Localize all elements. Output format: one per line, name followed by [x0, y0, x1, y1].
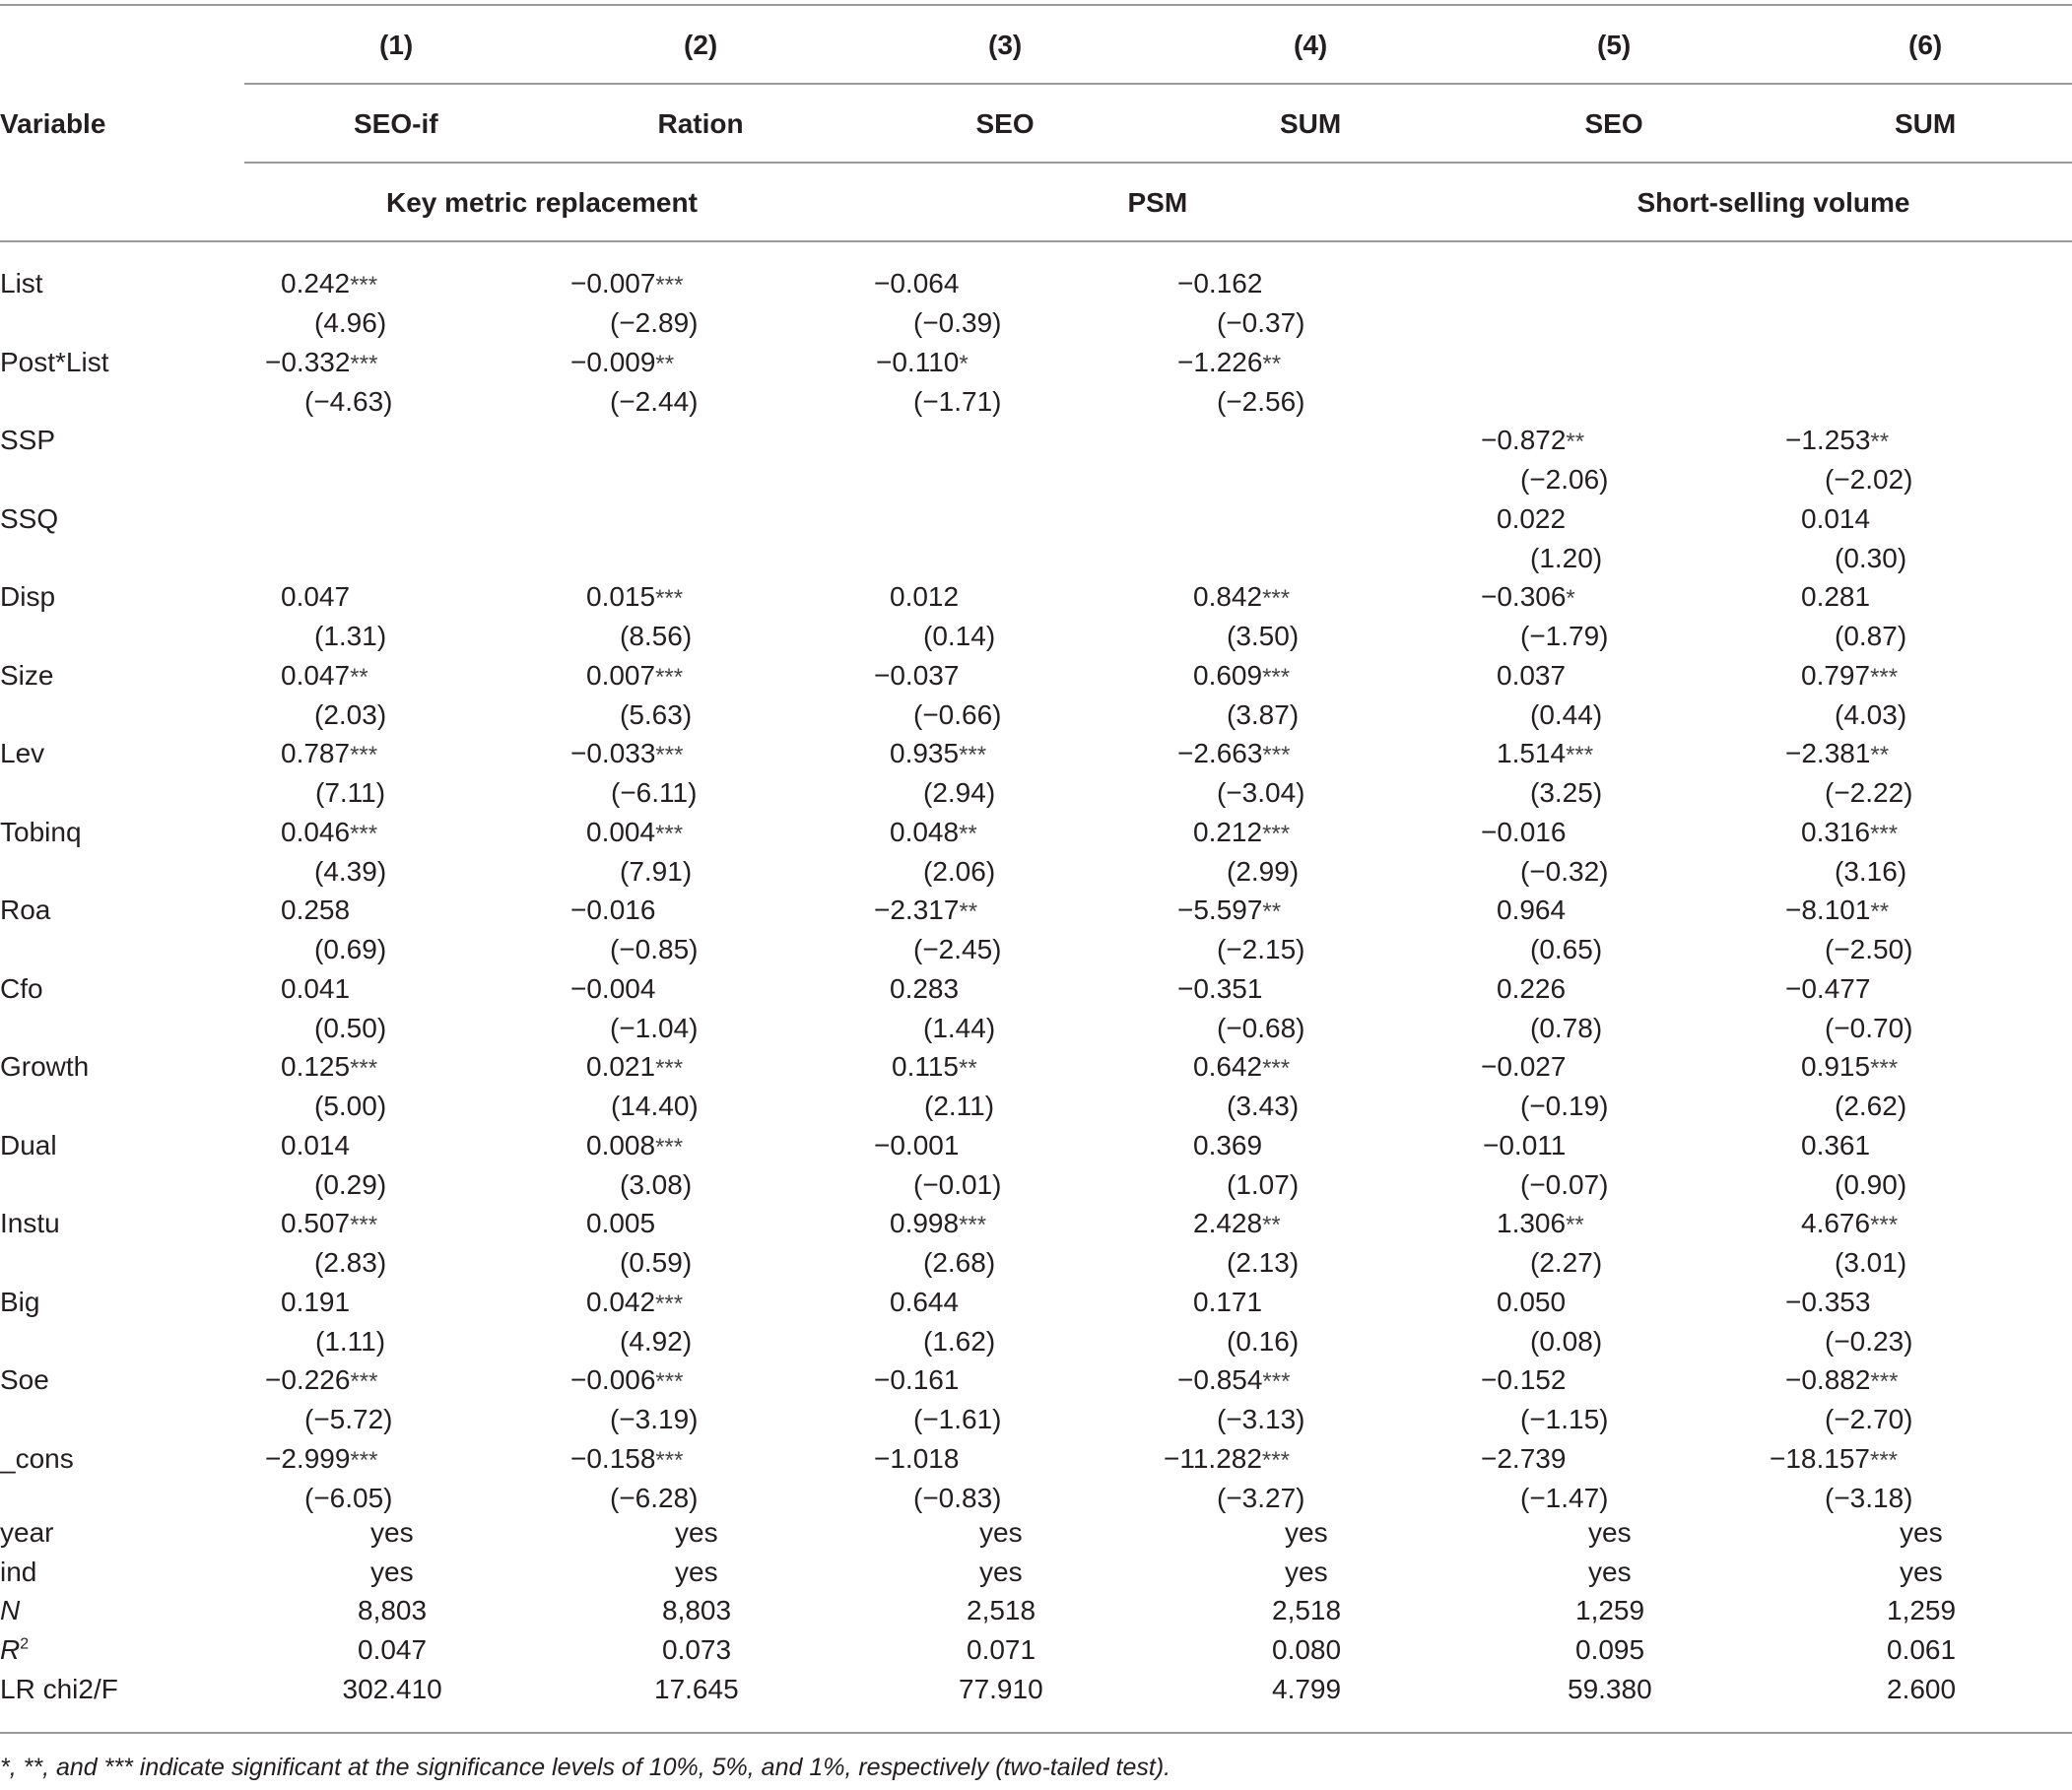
coefficient-cell: −1.253**: [1785, 425, 1890, 455]
coefficient-cell: −0.110*: [876, 346, 969, 377]
coefficient-cell: 0.642***: [1193, 1051, 1291, 1082]
t-statistic-cell: (4.39): [314, 855, 387, 887]
summary-cell: yes: [370, 1557, 414, 1587]
t-statistic-cell: (7.91): [620, 855, 693, 887]
coefficient-cell: 0.797***: [1801, 659, 1899, 691]
column-number: (6): [1908, 30, 1943, 60]
t-statistic-cell: (2.03): [314, 698, 387, 730]
t-statistic-cell: (3.16): [1835, 855, 1907, 887]
t-statistic-cell: (−4.63): [304, 385, 393, 417]
t-statistic-cell: (0.30): [1835, 542, 1907, 573]
t-statistic-cell: (−0.32): [1520, 855, 1609, 887]
t-statistic-cell: (2.27): [1530, 1247, 1603, 1278]
t-statistic-cell: (2.99): [1227, 855, 1300, 887]
t-statistic-cell: (−0.19): [1520, 1091, 1609, 1121]
t-statistic-cell: (−6.11): [611, 777, 698, 808]
column-number: (5): [1597, 30, 1632, 60]
row-label: Big: [0, 1286, 40, 1317]
row-label: Dual: [0, 1129, 57, 1160]
t-statistic-cell: (1.11): [315, 1325, 386, 1357]
dependent-variable: SUM: [1895, 108, 1957, 139]
t-statistic-cell: (1.31): [314, 621, 387, 651]
t-statistic-cell: (−1.79): [1520, 621, 1609, 651]
coefficient-cell: 0.012: [890, 581, 960, 612]
t-statistic-cell: (−3.19): [610, 1404, 699, 1434]
summary-cell: 4.799: [1272, 1674, 1342, 1704]
coefficient-cell: 0.283: [890, 972, 960, 1004]
coefficient-cell: 0.014: [1801, 502, 1871, 534]
t-statistic-cell: (−2.06): [1520, 464, 1609, 495]
summary-cell: yes: [370, 1517, 414, 1548]
coefficient-cell: 0.998***: [890, 1208, 987, 1238]
coefficient-cell: 0.226: [1497, 972, 1567, 1004]
coefficient-cell: −0.306*: [1481, 581, 1575, 612]
coefficient-cell: 0.015***: [586, 581, 684, 612]
coefficient-cell: 0.048**: [890, 816, 977, 847]
t-statistic-cell: (7.11): [315, 777, 386, 808]
summary-cell: 77.910: [959, 1674, 1043, 1704]
t-statistic-cell: (−3.04): [1217, 777, 1305, 808]
t-statistic-cell: (−2.22): [1825, 777, 1913, 808]
t-statistic-cell: (0.44): [1530, 698, 1603, 730]
coefficient-cell: 0.361: [1801, 1129, 1871, 1160]
column-number: (4): [1294, 30, 1328, 60]
table-footnote: *, **, and *** indicate significant at the significance levels of 10%, 5%, and 1%, respectively (two-tailed test).: [0, 1754, 1171, 1781]
summary-cell: yes: [675, 1557, 718, 1587]
coefficient-cell: −0.226***: [265, 1364, 378, 1395]
summary-cell: 17.645: [654, 1674, 739, 1704]
summary-cell: yes: [1285, 1557, 1328, 1587]
coefficient-cell: 0.964: [1497, 895, 1567, 925]
coefficient-cell: −0.016: [570, 895, 656, 925]
t-statistic-cell: (1.62): [923, 1325, 996, 1357]
row-label: Roa: [0, 895, 51, 925]
coefficient-cell: 0.212***: [1193, 816, 1291, 847]
t-statistic-cell: (2.06): [923, 855, 996, 887]
row-label: Post*List: [0, 346, 109, 377]
t-statistic-cell: (−0.83): [913, 1482, 1002, 1513]
t-statistic-cell: (−3.27): [1217, 1482, 1305, 1513]
dependent-variable: SEO-if: [354, 108, 438, 139]
summary-cell: 8,803: [662, 1595, 732, 1625]
column-group: Short-selling volume: [1637, 187, 1910, 218]
coefficient-cell: −18.157***: [1770, 1442, 1899, 1474]
t-statistic-cell: (−1.04): [610, 1012, 699, 1043]
coefficient-cell: −0.007***: [570, 268, 684, 298]
coefficient-cell: −0.016: [1481, 816, 1567, 847]
summary-cell: 0.071: [967, 1634, 1036, 1665]
t-statistic-cell: (−0.85): [610, 934, 699, 964]
coefficient-cell: 0.047**: [281, 659, 368, 691]
summary-cell: yes: [1285, 1517, 1328, 1548]
coefficient-cell: 0.047: [281, 581, 351, 612]
coefficient-cell: 4.676***: [1801, 1208, 1899, 1238]
coefficient-cell: −0.854***: [1177, 1364, 1291, 1395]
header-rule-3: [0, 240, 2072, 242]
coefficient-cell: 0.022: [1497, 502, 1567, 534]
coefficient-cell: 0.191: [281, 1286, 351, 1317]
summary-cell: 0.073: [662, 1634, 732, 1665]
t-statistic-cell: (−6.28): [610, 1482, 699, 1513]
row-label: LR chi2/F: [0, 1674, 118, 1704]
coefficient-cell: −8.101**: [1785, 895, 1890, 925]
t-statistic-cell: (1.07): [1227, 1168, 1300, 1200]
t-statistic-cell: (0.50): [314, 1012, 387, 1043]
t-statistic-cell: (3.50): [1227, 621, 1300, 651]
coefficient-cell: −2.317**: [874, 895, 978, 925]
t-statistic-cell: (−2.02): [1825, 464, 1913, 495]
column-number: (1): [379, 30, 414, 60]
coefficient-cell: −2.663***: [1177, 738, 1291, 768]
row-label: Tobinq: [0, 816, 82, 847]
t-statistic-cell: (4.92): [620, 1325, 693, 1357]
row-label: $R^2$: [0, 1634, 30, 1665]
t-statistic-cell: (0.78): [1530, 1012, 1603, 1043]
coefficient-cell: −0.332***: [265, 346, 378, 377]
t-statistic-cell: (−0.39): [913, 307, 1002, 338]
t-statistic-cell: (−2.44): [610, 385, 699, 417]
summary-cell: 2,518: [967, 1595, 1036, 1625]
summary-cell: 1,259: [1575, 1595, 1645, 1625]
column-group: Key metric replacement: [386, 187, 698, 218]
summary-cell: 302.410: [342, 1674, 442, 1704]
coefficient-cell: −0.158***: [570, 1442, 684, 1474]
summary-cell: 59.380: [1568, 1674, 1652, 1704]
summary-cell: yes: [1900, 1557, 1943, 1587]
coefficient-cell: 0.115**: [892, 1051, 977, 1082]
row-label: Growth: [0, 1051, 90, 1082]
coefficient-cell: −0.011: [1483, 1129, 1567, 1160]
header-rule-1: [244, 83, 2072, 85]
t-statistic-cell: (14.40): [611, 1091, 699, 1121]
variable-header: Variable: [0, 108, 106, 139]
coefficient-cell: 0.046***: [281, 816, 378, 847]
coefficient-cell: −1.226**: [1177, 346, 1282, 377]
t-statistic-cell: (−2.45): [913, 934, 1002, 964]
coefficient-cell: 0.042***: [586, 1286, 684, 1317]
coefficient-cell: 0.021***: [586, 1051, 684, 1082]
row-label: Soe: [0, 1364, 49, 1395]
t-statistic-cell: (−1.15): [1520, 1404, 1609, 1434]
coefficient-cell: −0.033***: [570, 738, 684, 768]
top-rule: [0, 4, 2072, 6]
dependent-variable: SEO: [1584, 108, 1643, 139]
coefficient-cell: −0.882***: [1785, 1364, 1899, 1395]
t-statistic-cell: (−2.50): [1825, 934, 1913, 964]
coefficient-cell: −5.597**: [1177, 895, 1282, 925]
coefficient-cell: 0.008***: [586, 1129, 684, 1160]
summary-cell: 2,518: [1272, 1595, 1342, 1625]
coefficient-cell: −0.009**: [570, 346, 675, 377]
coefficient-cell: 0.935***: [890, 738, 987, 768]
t-statistic-cell: (−1.71): [913, 385, 1002, 417]
t-statistic-cell: (2.68): [923, 1247, 996, 1278]
t-statistic-cell: (−0.68): [1217, 1012, 1305, 1043]
t-statistic-cell: (4.03): [1835, 698, 1907, 730]
row-label: SSQ: [0, 502, 59, 534]
summary-cell: yes: [1588, 1517, 1632, 1548]
row-label: Size: [0, 659, 54, 691]
coefficient-cell: −2.381**: [1785, 738, 1890, 768]
coefficient-cell: 0.014: [281, 1129, 351, 1160]
coefficient-cell: 0.787***: [281, 738, 378, 768]
coefficient-cell: 0.037: [1497, 659, 1567, 691]
row-label: Lev: [0, 738, 45, 768]
coefficient-cell: 1.514***: [1497, 738, 1594, 768]
t-statistic-cell: (−2.15): [1217, 934, 1305, 964]
t-statistic-cell: (−0.66): [913, 698, 1002, 730]
coefficient-cell: −0.064: [874, 268, 960, 298]
t-statistic-cell: (0.59): [620, 1247, 693, 1278]
coefficient-cell: −0.161: [874, 1364, 960, 1395]
t-statistic-cell: (2.83): [314, 1247, 387, 1278]
coefficient-cell: −0.037: [874, 659, 960, 691]
t-statistic-cell: (−0.23): [1825, 1325, 1913, 1357]
t-statistic-cell: (−2.56): [1217, 385, 1305, 417]
bottom-rule: [0, 1732, 2072, 1734]
t-statistic-cell: (1.44): [923, 1012, 996, 1043]
coefficient-cell: −0.001: [874, 1129, 960, 1160]
t-statistic-cell: (−1.61): [913, 1404, 1002, 1434]
coefficient-cell: 0.644: [890, 1286, 960, 1317]
coefficient-cell: 1.306**: [1497, 1208, 1584, 1238]
coefficient-cell: 0.007***: [586, 659, 684, 691]
t-statistic-cell: (−3.13): [1217, 1404, 1305, 1434]
column-number: (2): [684, 30, 718, 60]
t-statistic-cell: (0.65): [1530, 934, 1603, 964]
t-statistic-cell: (−2.70): [1825, 1404, 1913, 1434]
summary-cell: yes: [1588, 1557, 1632, 1587]
coefficient-cell: 0.171: [1193, 1286, 1263, 1317]
column-group: PSM: [1127, 187, 1188, 218]
summary-cell: 2.600: [1887, 1674, 1957, 1704]
t-statistic-cell: (−0.70): [1825, 1012, 1913, 1043]
coefficient-cell: −0.477: [1785, 972, 1871, 1004]
coefficient-cell: 0.281: [1801, 581, 1871, 612]
coefficient-cell: 0.041: [281, 972, 351, 1004]
coefficient-cell: −0.353: [1785, 1286, 1871, 1317]
summary-cell: yes: [979, 1557, 1023, 1587]
t-statistic-cell: (−3.18): [1825, 1482, 1913, 1513]
dependent-variable: Ration: [657, 108, 744, 139]
t-statistic-cell: (1.20): [1530, 542, 1603, 573]
row-label: year: [0, 1517, 54, 1548]
coefficient-cell: 0.125***: [281, 1051, 378, 1082]
coefficient-cell: −2.999***: [265, 1442, 378, 1474]
summary-cell: yes: [979, 1517, 1023, 1548]
t-statistic-cell: (0.90): [1835, 1168, 1907, 1200]
coefficient-cell: −11.282***: [1164, 1442, 1290, 1474]
coefficient-cell: −2.739: [1481, 1442, 1567, 1474]
coefficient-cell: −1.018: [874, 1442, 960, 1474]
t-statistic-cell: (3.25): [1530, 777, 1603, 808]
coefficient-cell: 0.915***: [1801, 1051, 1899, 1082]
coefficient-cell: 0.005: [586, 1208, 656, 1238]
coefficient-cell: −0.162: [1177, 268, 1263, 298]
summary-cell: 8,803: [358, 1595, 428, 1625]
t-statistic-cell: (−0.37): [1217, 307, 1305, 338]
t-statistic-cell: (3.43): [1227, 1091, 1300, 1121]
row-label: List: [0, 268, 43, 298]
coefficient-cell: 0.316***: [1801, 816, 1899, 847]
t-statistic-cell: (0.29): [314, 1168, 387, 1200]
t-statistic-cell: (8.56): [620, 621, 693, 651]
dependent-variable: SUM: [1280, 108, 1342, 139]
t-statistic-cell: (2.94): [923, 777, 996, 808]
coefficient-cell: 0.004***: [586, 816, 684, 847]
coefficient-cell: 0.369: [1193, 1129, 1263, 1160]
coefficient-cell: 2.428**: [1193, 1208, 1281, 1238]
t-statistic-cell: (−6.05): [304, 1482, 393, 1513]
row-label: Cfo: [0, 972, 43, 1004]
dependent-variable: SEO: [975, 108, 1035, 139]
summary-cell: 0.047: [358, 1634, 428, 1665]
coefficient-cell: −0.004: [570, 972, 656, 1004]
t-statistic-cell: (5.00): [314, 1091, 387, 1121]
coefficient-cell: −0.152: [1481, 1364, 1567, 1395]
t-statistic-cell: (0.69): [314, 934, 387, 964]
t-statistic-cell: (−2.89): [610, 307, 699, 338]
coefficient-cell: −0.351: [1177, 972, 1263, 1004]
coefficient-cell: −0.027: [1481, 1051, 1567, 1082]
t-statistic-cell: (0.16): [1227, 1325, 1300, 1357]
row-label: ind: [0, 1557, 37, 1587]
row-label: N: [0, 1595, 21, 1625]
t-statistic-cell: (3.08): [620, 1168, 693, 1200]
t-statistic-cell: (3.01): [1835, 1247, 1907, 1278]
t-statistic-cell: (−0.01): [913, 1168, 1002, 1200]
t-statistic-cell: (0.08): [1530, 1325, 1603, 1357]
row-label: _cons: [0, 1442, 74, 1474]
t-statistic-cell: (4.96): [314, 307, 387, 338]
coefficient-cell: 0.507***: [281, 1208, 378, 1238]
t-statistic-cell: (2.62): [1835, 1091, 1907, 1121]
summary-cell: 0.080: [1272, 1634, 1342, 1665]
t-statistic-cell: (0.14): [923, 621, 996, 651]
row-label: Disp: [0, 581, 56, 612]
coefficient-cell: 0.050: [1497, 1286, 1567, 1317]
t-statistic-cell: (3.87): [1227, 698, 1300, 730]
row-label: SSP: [0, 425, 56, 455]
summary-cell: 0.095: [1575, 1634, 1645, 1665]
t-statistic-cell: (−0.07): [1520, 1168, 1609, 1200]
t-statistic-cell: (−1.47): [1520, 1482, 1609, 1513]
t-statistic-cell: (2.13): [1227, 1247, 1300, 1278]
column-number: (3): [988, 30, 1023, 60]
summary-cell: 0.061: [1887, 1634, 1957, 1665]
coefficient-cell: −0.872**: [1481, 425, 1585, 455]
coefficient-cell: 0.609***: [1193, 659, 1291, 691]
coefficient-cell: 0.258: [281, 895, 351, 925]
summary-cell: 1,259: [1887, 1595, 1957, 1625]
t-statistic-cell: (0.87): [1835, 621, 1907, 651]
header-rule-2: [244, 162, 2072, 164]
summary-cell: yes: [1900, 1517, 1943, 1548]
t-statistic-cell: (−5.72): [304, 1404, 393, 1434]
coefficient-cell: 0.242***: [281, 268, 378, 298]
coefficient-cell: 0.842***: [1193, 581, 1291, 612]
t-statistic-cell: (5.63): [620, 698, 693, 730]
row-label: Instu: [0, 1208, 60, 1238]
coefficient-cell: −0.006***: [570, 1364, 684, 1395]
t-statistic-cell: (2.11): [924, 1091, 995, 1121]
summary-cell: yes: [675, 1517, 718, 1548]
